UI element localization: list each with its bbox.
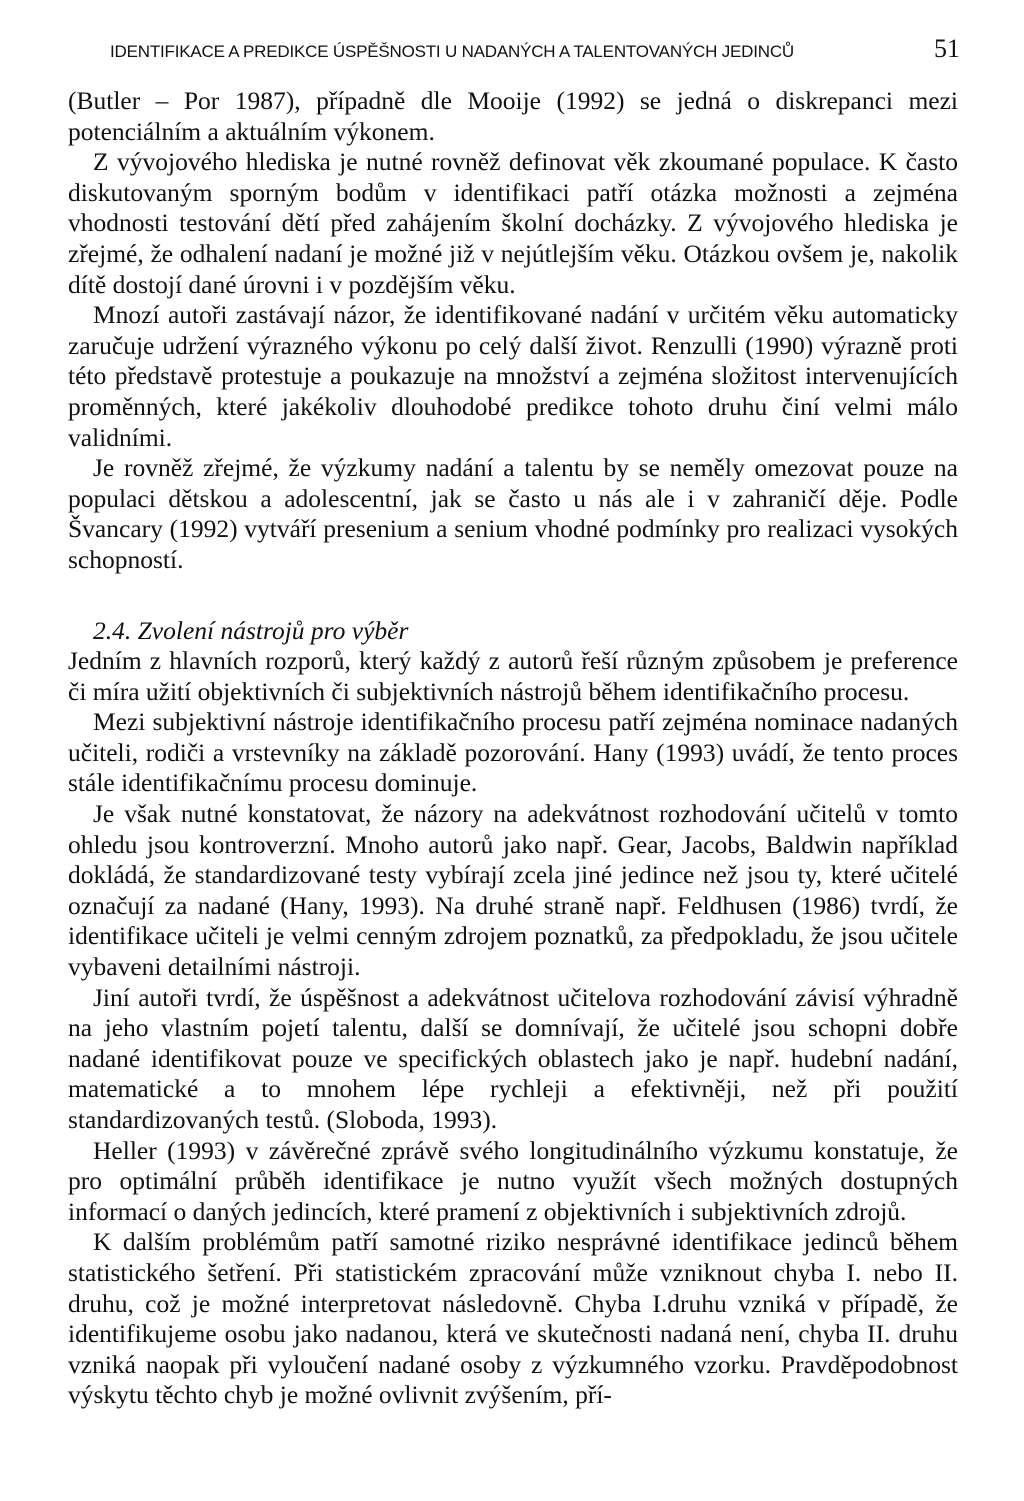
paragraph: Jiní autoři tvrdí, že úspěšnost a adekvátnost učitelova rozhodování závisí výhradně na jeho vlastním pojetí talentu, další se domnívají, že učitelé jsou schopni dobře nadané identifikovat pouze ve specifických oblastech jako je např. hudební nadání, matematické a to mnohem lépe rychleji a efektivněji, než při použití standardizovaných testů. (Sloboda, 1993). — [68, 982, 958, 1134]
paragraph: Je rovněž zřejmé, že výzkumy nadání a talentu by se neměly omezovat pouze na populaci dětskou a adolescentní, jak se často u nás ale i v zahraničí děje. Podle Švancary (1992) vytváří presenium a senium vhodné podmínky pro realizaci vysokých schopností. — [68, 453, 958, 574]
body-text — [68, 86, 958, 1411]
paragraph: (Butler – Por 1987), případně dle Mooije (1992) se jedná o diskrepanci mezi potenciálním a aktuálním výkonem. — [68, 86, 958, 146]
running-header-title: IDENTIFIKACE A PREDIKCE ÚSPĚŠNOSTI U NADANÝCH A TALENTOVANÝCH JEDINCŮ — [110, 42, 794, 61]
paragraph: K dalším problémům patří samotné riziko nesprávné identifikace jedinců během statistického šetření. Při statistickém zpracování může vzniknout chyba I. nebo II. druhu, což je možné interpretovat následovně. Chyba I.druhu vzniká v případě, že identifikujeme osobu jako nadanou, která ve skutečnosti nadaná není, chyba II. druhu vzniká naopak při vyloučení nadané osoby z výzkumného vzorku. Pravděpodobnost výskytu těchto chyb je možné ovlivnit zvýšením, pří- — [68, 1227, 958, 1410]
running-header — [110, 34, 960, 68]
section-heading: 2.4. Zvolení nástrojů pro výběr — [93, 615, 409, 645]
paragraph: Heller (1993) v závěrečné zprávě svého longitudinálního výzkumu konstatuje, že pro optimální průběh identifikace je nutno využít všech možných dostupných informací o daných jedincích, které pramení z objektivních i subjektivních zdrojů. — [68, 1135, 958, 1226]
paragraph: Je však nutné konstatovat, že názory na adekvátnost rozhodování učitelů v tomto ohledu jsou kontroverzní. Mnoho autorů jako např. Gear, Jacobs, Baldwin například dokládá, že standardizované testy vybírají zcela jiné jedince než jsou ty, které učitelé označují za nadané (Hany, 1993). Na druhé straně např. Feldhusen (1986) tvrdí, že identifikace učiteli je velmi cenným zdrojem poznatků, za předpokladu, že jsou učitele vybaveni detailními nástroji. — [68, 799, 958, 982]
paragraph: Jedním z hlavních rozporů, který každý z autorů řeší různým způsobem je preference či míra užití objektivních či subjektivních nástrojů během identifikačního procesu. — [68, 646, 958, 706]
paragraph: Mnozí autoři zastávají názor, že identifikované nadání v určitém věku automaticky zaručuje udržení výrazného výkonu po celý další život. Renzulli (1990) výrazně proti této představě protestuje a poukazuje na množství a zejména složitost intervenujících proměnných, které jakékoliv dlouhodobé predikce tohoto druhu činí velmi málo validními. — [68, 300, 958, 452]
page-number: 51 — [934, 34, 960, 63]
paragraph: Mezi subjektivní nástroje identifikačního procesu patří zejména nominace nadaných učiteli, rodiči a vrstevníky na základě pozorování. Hany (1993) uvádí, že tento proces stále identifikačnímu procesu dominuje. — [68, 707, 958, 798]
paragraph: Z vývojového hlediska je nutné rovněž definovat věk zkoumané populace. K často diskutovaným sporným bodům v identifikaci patří otázka možnosti a zejména vhodnosti testování dětí před zahájením školní docházky. Z vývojového hlediska je zřejmé, že odhalení nadaní je možné již v nejútlejším věku. Otázkou ovšem je, nakolik dítě dostojí dané úrovni i v pozdějším věku. — [68, 147, 958, 299]
